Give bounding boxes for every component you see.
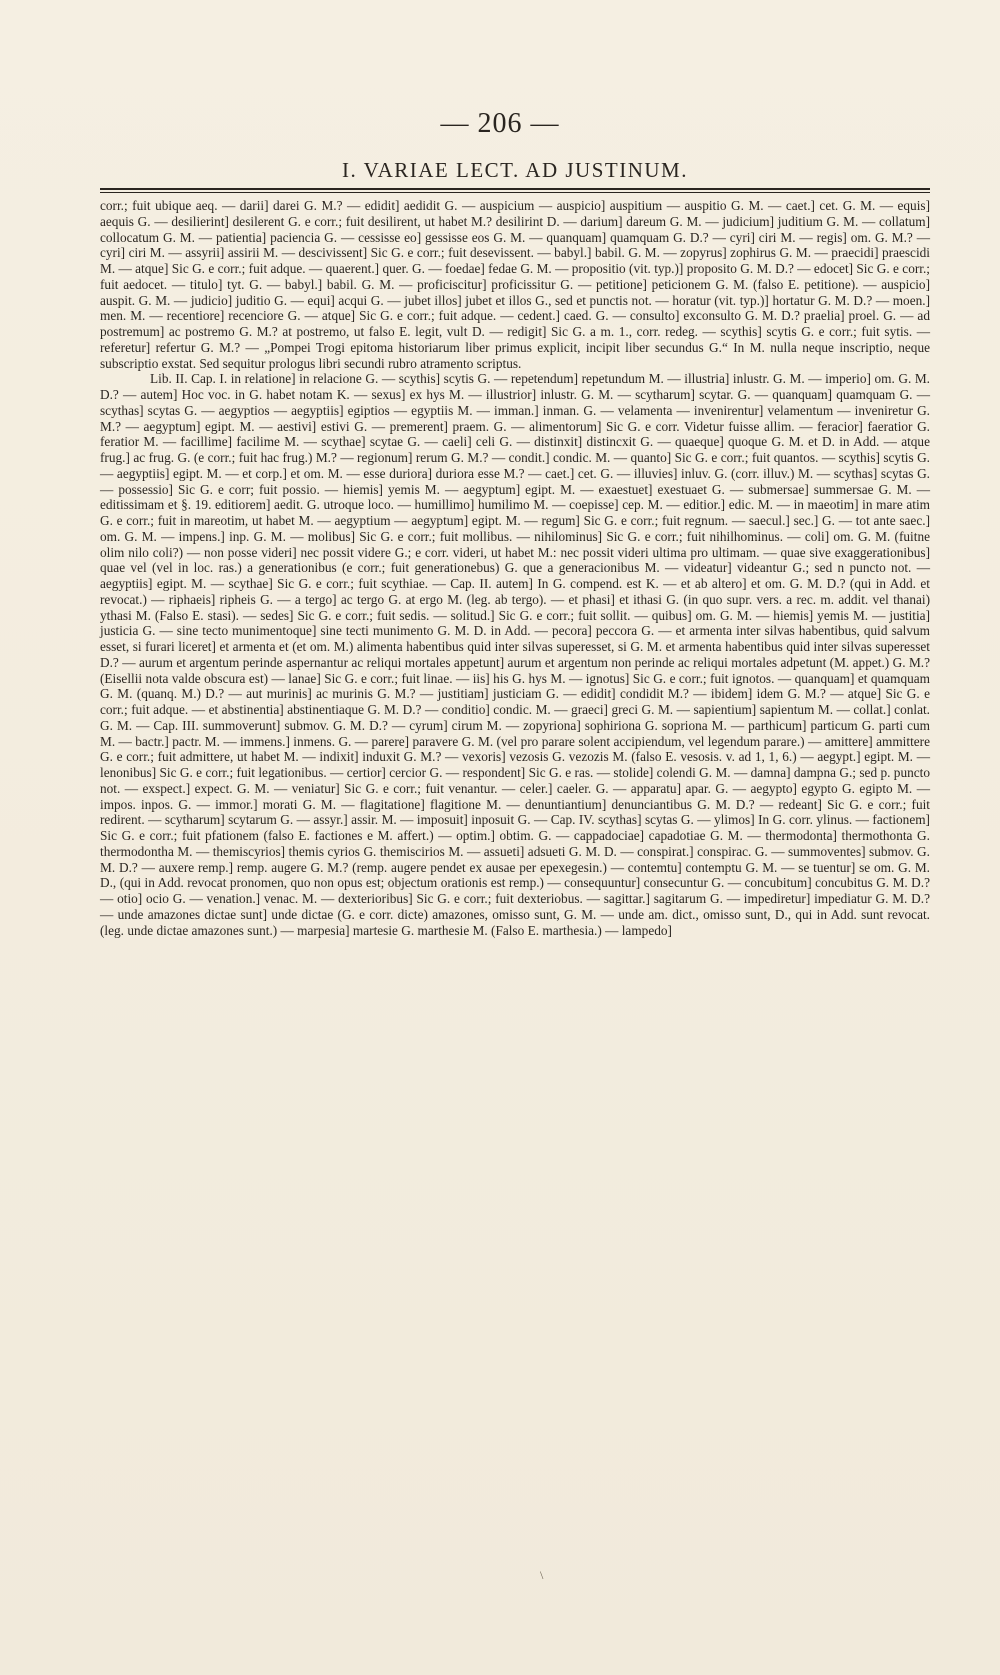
header-rule	[100, 188, 930, 190]
paragraph-book-2: Lib. II. Cap. I. in relatione] in relacione G. — scythis] scytis G. — repetendum] repetundum M. — illustria] inlustr. G. M. — imperio] om. G. M. D.? — autem] Hoc voc. in G. habet notam K. — sexus] ex hys M. — illustrior] inlustr. G. M. — scytharum] scytar. G. — quanquam] quamquam G. — scythas] scytas G. — aegyptios — aegyptiis] egiptios — egyptiis M. — imman.] inman. G. — velamenta — invenirentur] velamentum — inveniretur G. M.? — aegyptum] egipt. M. — aestivi] estivi G. — premerent] praem. G. — alimentorum] Sic G. e corr. Videtur fuisse allim. — feracior] faeratior G. feratior M. — facillime] facilime M. — scythae] scytae G. — caeli] celi G. — distinxit] distincxit G. — quaeque] quoque G. M. et D. in Add. — atque frug.] ac frug. G. (e corr.; fuit hac frug.) M.? — regionum] rerum G. M.? — condit.] condic. M. — quanto] Sic G. e corr.; fuit quantos. — scythis] scytis G. — aegyptiis] egipt. M. — et corp.] et om. M. — esse duriora] duriora esse M.? — caet.] cet. G. — illuvies] inluv. G. (corr. illuv.) M. — scythas] scytas G. — possessio] Sic G. e corr; fuit possio. — hiemis] yemis M. — aegyptum] egipt. M. — exaestuet] exestuaet G. — submersae] summersae G. M. — editissimam et §. 19. editiorem] aedit. G. utroque loco. — humillimo] humilimo M. — coepisse] cep. M. — editior.] edic. M. — in maeotim] in mare atim G. e corr.; fuit in mareotim, ut habet M. — aegyptium — aegyptum] egipt. M. — regum] Sic G. e corr.; fuit regnum. — saecul.] sec.] G. — tot ante saec.] om. G. M. — impens.] inp. G. M. — molibus] Sic G. e corr.; fuit mollibus. — nihilominus] Sic G. e corr.; fuit nihilhominus. — coli] om. G. M. (fuitne olim nilo coli?) — non posse videri] nec possit videre G.; e corr. videri, ut habet M.: nec possit videri ultima pro ultimam. — quae sive exaggerationibus] quae vel (vel in loc. ras.) a generationibus (e corr.; fuit generationebus) G. que a generacionibus M. — videatur] videantur G.; sed n puncto not. — aegyptiis] egipt. M. — scythae] Sic G. e corr.; fuit scythiae. — Cap. II. autem] In G. compend. est K. — et ab altero] et om. G. M. D.? (qui in Add. et revocat.) — riphaeis] ripheis G. — a tergo] ac tergo G. at ergo M. (leg. ab tergo). — et phasi] et ithasi G. (in quo supr. vers. a rec. m. addit. vel thanai) ythasi M. (Falso E. stasi). — sedes] Sic G. e corr.; fuit sedis. — solitud.] Sic G. e corr.; fuit sollit. — quibus] om. G. M. — hiemis] yemis M. — justitia] justicia G. — sine tecto munimentoque] sine tecti munimento G. M. D. in Add. — pecora] peccora G. — et armenta inter silvas habentibus, quid salvum esset, si furari liceret] et armenta et (et om. M.) alimenta habentibus quid inter silvas superesset, si G. M. et armenta habentibus quid inter silvas superesset D.? — aurum et argentum perinde aspernantur ac reliqui mortales appetunt] aurum et argentum non perinde ac reliqui mortales adpetunt (M. appet.) G. M.? (Eisellii nota valde obscura est) — lanae] Sic G. e corr.; fuit linae. — iis] his G. hys M. — ignotus] Sic G. e corr.; fuit ignotos. — quanquam] et quamquam G. M. (quanq. M.) D.? — aut murinis] ac murinis G. M.? — justitiam] justiciam G. — edidit] condidit M.? — ibidem] idem G. M.? — atque] Sic G. e corr.; fuit adque. — et abstinentia] abstinentiaque G. M. D.? — conditio] condic. M. — graeci] greci G. M. — sapientium] sapientum M. — collat.] conlat. G. M. — Cap. III. summoverunt] submov. G. M. D.? — cyrum] cirum M. — zopyriona] sophiriona G. sopriona M. — parthicum] particum G. parti cum M. — bactr.] pactr. M. — immens.] inmens. G. — parere] paravere G. M. (vel pro parare solent accipiendum, vel legendum parare.) — amittere] ammittere G. e corr.; fuit admittere, ut habet M. — indixit] induxit G. M.? — vexoris] vezosis G. vezozis M. (falso E. vesosis. v. ad 1, 1, 6.) — aegypt.] egipt. M. — lenonibus] Sic G. e corr.; fuit legationibus. — certior] cercior G. — respondent] Sic G. e ras. — stolide] colendi G. M. — damna] dampna G.; sed p. puncto not. — exspect.] expect. G. M. — veniatur] Sic G. e corr.; fuit venantur. — celer.] caeler. G. — apparatu] apar. G. — aegypto] egypto G. egipto M. — impos. inpos. G. — immor.] morati G. M. — flagitatione] flagitione M. — denuntiantium] denunciantibus G. M. D.? — redeant] Sic G. e corr.; fuit redirent. — scytharum] scytarum G. — assyr.] assir. M. — imposuit] inposuit G. — Cap. IV. scythas] scytas G. — ylimos] In G. corr. ylinus. — factionem] Sic G. e corr.; fuit pfationem (falso E. factiones e M. affert.) — optim.] obtim. G. — cappadociae] capadotiae G. M. — thermodonta] thermothonta G. thermodontha M. — themiscyrios] themis cyrios G. themiscirios M. — assueti] adsueti G. M. D. — conspirat.] conspirac. G. — summoventes] submov. G. M. D.? — auxere remp.] remp. augere G. M.? (remp. augere pendet ex ausae per epexegesin.) — contemtu] contemptu G. M. — se tuentur] se om. G. M. D., (qui in Add. revocat pronomen, quo non opus est; objectum orationis est remp.) — consequuntur] consecuntur G. — concubitum] concubitus G. M. D.? — otio] ocio G. — venation.] venac. M. — dexterioribus] Sic G. e corr.; fuit dexteriobus. — sagittar.] sagitarum G. — impediretur] impediatur G. M. D.? — unde amazones dictae sunt] unde dictae (G. e corr. dicte) amazones, omisso sunt, G. M. — unde am. dict., omisso sunt, D., qui in Add. sunt revocat. (leg. unde dictae amazones sunt.) — marpesia] martesie G. marthesie M. (Falso E. marthesia.) — lampedo]	[100, 371, 930, 938]
apparatus-text	[100, 198, 930, 938]
page-number: — 206 —	[440, 108, 560, 139]
bottom-mark: \	[540, 1568, 544, 1582]
paragraph-book-1: corr.; fuit ubique aeq. — darii] darei G. M.? — edidit] aedidit G. — auspicium — auspicio] auspitium — auspitio G. M. — caet.] cet. G. M. — equis] aequis G. — desilierint] desilerent G. e corr.; fuit desilirent, ut habet M.? desilirint D. — darium] dareum G. M. — judicium] juditium G. M. — collatum] collocatum G. M. — patientia] paciencia G. — cessisse eo] gessisse eos G. M. — quanquam] quamquam G. D.? — cyri] ciri M. — regis] om. G. M.? — cyri] ciri M. — assyrii] assirii M. — descivissent] Sic G. e corr.; fuit desevissent. — babyl.] babil. G. M. — zopyrus] zophirus G. M. — praecidi] praescidi M. — atque] Sic G. e corr.; fuit adque. — quaerent.] quer. G. — foedae] fedae G. M. — propositio (vit. typ.)] proposito G. M. D.? — edocet] Sic G. e corr.; fuit aedocet. — titulo] tyt. G. — babyl.] babil. G. M. — proficiscitur] proficissitur G. — petitione] peticionem G. M. (falso E. petitione). — auspicio] auspit. G. M. — judicio] juditio G. — equi] acqui G. — jubet illos] jubet et illos G., sed et punctis not. — horatur (vit. typ.)] hortatur G. M. D.? — moen.] men. M. — recentiore] recenciore G. — atque] Sic G. e corr.; fuit adque. — cedent.] caed. G. — consulto] exconsulto G. M. D.? praelia] proel. G. — ad postremum] ac postremo G. M.? at postremo, ut falso E. legit, vult D. — redigit] Sic G. a m. 1., corr. redeg. — scythis] scytis G. e corr.; fuit sytis. — referetur] refertur G. M.? — „Pompei Trogi epitoma historiarum liber primus explicit, incipit liber secundus G.“ In M. nulla neque inscriptio, neque subscriptio exstat. Sed sequitur prologus libri secundi rubro atramento scriptus.	[100, 198, 930, 371]
header-rule-thin	[100, 192, 930, 193]
running-head: I. VARIAE LECT. AD JUSTINUM.	[342, 158, 688, 182]
